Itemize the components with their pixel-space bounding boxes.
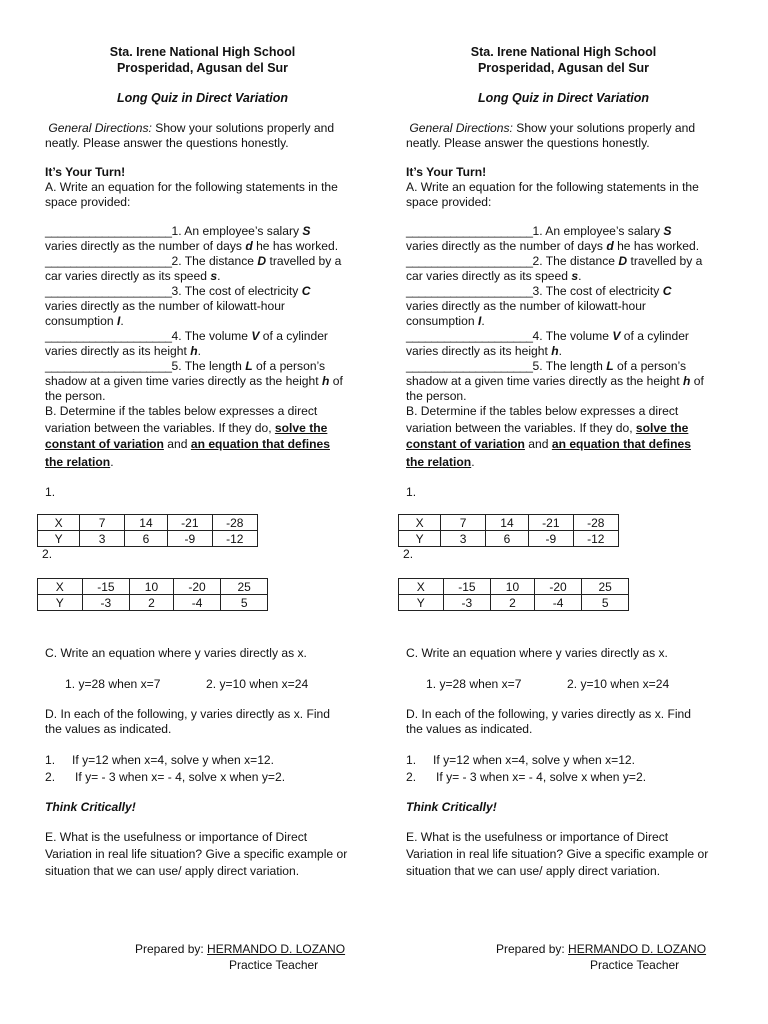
- school-location: Prosperidad, Agusan del Sur: [116, 61, 289, 75]
- table-cell: 10: [491, 579, 535, 595]
- table-cell: Y: [38, 531, 80, 547]
- part-a-item-1-cont: varies directly as the number of days d he has worked.: [45, 239, 339, 253]
- part-d-item-2: 2. If y= - 3 when x= - 4, solve x when y=2.: [45, 770, 286, 784]
- table-row: [38, 595, 268, 611]
- answer-blank[interactable]: ____________________: [45, 254, 172, 268]
- part-a-item-5-cont: shadow at a given time varies directly as the height h of: [406, 374, 704, 388]
- preparer-name: HERMANDO D. LOZANO: [207, 942, 346, 956]
- table-row: [399, 579, 629, 595]
- table-cell: -9: [529, 531, 573, 547]
- table-cell: 25: [582, 579, 629, 595]
- variation-table-1: [398, 514, 619, 547]
- table-cell: X: [399, 515, 441, 531]
- table-1-label: 1.: [45, 485, 56, 499]
- table-cell: Y: [399, 595, 444, 611]
- part-a-item-4-cont: varies directly as its height h.: [45, 344, 201, 358]
- turn-heading: It’s Your Turn!: [406, 165, 487, 179]
- table-cell: -15: [443, 579, 491, 595]
- table-cell: 14: [485, 515, 528, 531]
- table-cell: 2: [491, 595, 535, 611]
- part-a-item-1: ____________________1. An employee’s salary S: [45, 224, 311, 238]
- preparer-role: Practice Teacher: [590, 958, 680, 972]
- table-cell: Y: [38, 595, 83, 611]
- preparer-role: Practice Teacher: [229, 958, 319, 972]
- school-name: Sta. Irene National High School: [109, 45, 296, 59]
- directions-line-1: General Directions: Show your solutions properly and: [409, 121, 696, 135]
- part-c-item-1: 1. y=28 when x=7: [426, 677, 522, 691]
- table-cell: 6: [485, 531, 528, 547]
- part-e-line-3: situation that we can use/ apply direct variation.: [406, 864, 661, 878]
- part-a-instruction-1: A. Write an equation for the following statements in the: [45, 180, 338, 194]
- table-cell: X: [38, 579, 83, 595]
- school-location: Prosperidad, Agusan del Sur: [477, 61, 650, 75]
- table-cell: X: [399, 579, 444, 595]
- table-cell: -28: [212, 515, 257, 531]
- table-cell: -21: [168, 515, 212, 531]
- directions-line-2: neatly. Please answer the questions honestly.: [45, 136, 289, 150]
- table-cell: Y: [399, 531, 441, 547]
- answer-blank[interactable]: ____________________: [406, 359, 533, 373]
- part-a-item-2: ____________________2. The distance D travelled by a: [45, 254, 342, 268]
- part-a-item-5: ____________________5. The length L of a person’s: [45, 359, 326, 373]
- variation-table-2: [398, 578, 629, 611]
- part-a-item-3-cont: varies directly as the number of kilowatt-hour: [45, 299, 285, 313]
- part-b-instruction-3: constant of variation and an equation that defines: [406, 437, 691, 451]
- answer-blank[interactable]: ____________________: [406, 284, 533, 298]
- answer-blank[interactable]: ____________________: [45, 359, 172, 373]
- table-cell: 3: [441, 531, 485, 547]
- part-a-item-5-cont-2: the person.: [45, 389, 106, 403]
- part-a-item-4: ____________________4. The volume V of a cylinder: [406, 329, 689, 343]
- answer-blank[interactable]: ____________________: [406, 329, 533, 343]
- variation-table-1: [37, 514, 258, 547]
- variation-table-2: [37, 578, 268, 611]
- table-cell: -12: [212, 531, 257, 547]
- part-b-instruction-1: B. Determine if the tables below expresses a direct: [406, 404, 679, 418]
- table-cell: 6: [124, 531, 167, 547]
- part-d-instruction-1: D. In each of the following, y varies directly as x. Find: [406, 707, 692, 721]
- part-a-item-4-cont: varies directly as its height h.: [406, 344, 562, 358]
- table-row: [399, 595, 629, 611]
- part-e-line-3: situation that we can use/ apply direct variation.: [45, 864, 300, 878]
- table-1-label: 1.: [406, 485, 417, 499]
- part-a-item-1: ____________________1. An employee’s salary S: [406, 224, 672, 238]
- part-a-item-5-cont-2: the person.: [406, 389, 467, 403]
- part-b-instruction-4: the relation.: [45, 455, 114, 469]
- directions-label: General Directions:: [48, 121, 152, 135]
- table-cell: 10: [130, 579, 174, 595]
- part-a-item-5: ____________________5. The length L of a person’s: [406, 359, 687, 373]
- part-c-instruction: C. Write an equation where y varies directly as x.: [406, 646, 668, 660]
- table-cell: -9: [168, 531, 212, 547]
- think-heading: Think Critically!: [406, 800, 497, 814]
- table-cell: -21: [529, 515, 573, 531]
- table-cell: -28: [573, 515, 618, 531]
- table-row: [399, 515, 619, 531]
- think-heading: Think Critically!: [45, 800, 136, 814]
- part-c-item-2: 2. y=10 when x=24: [206, 677, 309, 691]
- table-cell: 5: [221, 595, 268, 611]
- part-a-item-3-cont-2: consumption I.: [406, 314, 485, 328]
- part-c-item-2: 2. y=10 when x=24: [567, 677, 670, 691]
- table-cell: -12: [573, 531, 618, 547]
- answer-blank[interactable]: ____________________: [45, 224, 172, 238]
- part-d-instruction-2: the values as indicated.: [406, 722, 533, 736]
- part-d-item-1: 1. If y=12 when x=4, solve y when x=12.: [45, 753, 275, 767]
- part-a-instruction-2: space provided:: [45, 195, 131, 209]
- part-c-instruction: C. Write an equation where y varies directly as x.: [45, 646, 307, 660]
- table-cell: -3: [82, 595, 130, 611]
- part-e-line-2: Variation in real life situation? Give a specific example or: [45, 847, 348, 861]
- part-b-instruction-2: variation between the variables. If they do, solve the: [406, 421, 689, 435]
- directions-label: General Directions:: [409, 121, 513, 135]
- part-d-instruction-2: the values as indicated.: [45, 722, 172, 736]
- table-2-label: 2.: [42, 547, 53, 561]
- part-b-instruction-3: constant of variation and an equation that defines: [45, 437, 330, 451]
- part-b-instruction-1: B. Determine if the tables below expresses a direct: [45, 404, 318, 418]
- part-a-item-2-cont: car varies directly as its speed s.: [45, 269, 221, 283]
- part-d-item-1: 1. If y=12 when x=4, solve y when x=12.: [406, 753, 636, 767]
- table-2-label: 2.: [403, 547, 414, 561]
- part-a-item-3-cont: varies directly as the number of kilowatt-hour: [406, 299, 646, 313]
- part-a-item-3: ____________________3. The cost of electricity C: [406, 284, 672, 298]
- table-cell: 2: [130, 595, 174, 611]
- school-name: Sta. Irene National High School: [470, 45, 657, 59]
- part-d-instruction-1: D. In each of the following, y varies directly as x. Find: [45, 707, 331, 721]
- table-cell: -4: [173, 595, 221, 611]
- part-b-instruction-4: the relation.: [406, 455, 475, 469]
- table-row: [38, 579, 268, 595]
- table-cell: -20: [534, 579, 582, 595]
- table-cell: -4: [534, 595, 582, 611]
- quiz-title: Long Quiz in Direct Variation: [477, 91, 650, 105]
- table-row: [399, 531, 619, 547]
- directions-line-1: General Directions: Show your solutions properly and: [48, 121, 335, 135]
- answer-blank[interactable]: ____________________: [406, 254, 533, 268]
- part-e-line-1: E. What is the usefulness or importance of Direct: [406, 830, 669, 844]
- part-a-item-2-cont: car varies directly as its speed s.: [406, 269, 582, 283]
- part-a-instruction-2: space provided:: [406, 195, 492, 209]
- table-cell: -15: [82, 579, 130, 595]
- part-b-instruction-2: variation between the variables. If they do, solve the: [45, 421, 328, 435]
- table-cell: 5: [582, 595, 629, 611]
- part-a-instruction-1: A. Write an equation for the following statements in the: [406, 180, 699, 194]
- part-a-item-5-cont: shadow at a given time varies directly as the height h of: [45, 374, 343, 388]
- answer-blank[interactable]: ____________________: [406, 224, 533, 238]
- part-a-item-3-cont-2: consumption I.: [45, 314, 124, 328]
- part-d-item-2: 2. If y= - 3 when x= - 4, solve x when y=2.: [406, 770, 647, 784]
- part-e-line-1: E. What is the usefulness or importance of Direct: [45, 830, 308, 844]
- table-row: [38, 515, 258, 531]
- table-row: [38, 531, 258, 547]
- quiz-title: Long Quiz in Direct Variation: [116, 91, 289, 105]
- table-cell: X: [38, 515, 80, 531]
- answer-blank[interactable]: ____________________: [45, 329, 172, 343]
- prepared-by: Prepared by: HERMANDO D. LOZANO: [496, 942, 707, 956]
- part-a-item-2: ____________________2. The distance D travelled by a: [406, 254, 703, 268]
- part-e-line-2: Variation in real life situation? Give a specific example or: [406, 847, 709, 861]
- part-c-item-1: 1. y=28 when x=7: [65, 677, 161, 691]
- preparer-name: HERMANDO D. LOZANO: [568, 942, 707, 956]
- table-cell: -3: [443, 595, 491, 611]
- table-cell: 25: [221, 579, 268, 595]
- part-a-item-1-cont: varies directly as the number of days d he has worked.: [406, 239, 700, 253]
- table-cell: 7: [80, 515, 124, 531]
- prepared-by: Prepared by: HERMANDO D. LOZANO: [135, 942, 346, 956]
- table-cell: 14: [124, 515, 167, 531]
- table-cell: 7: [441, 515, 485, 531]
- part-a-item-4: ____________________4. The volume V of a cylinder: [45, 329, 328, 343]
- answer-blank[interactable]: ____________________: [45, 284, 172, 298]
- directions-line-2: neatly. Please answer the questions honestly.: [406, 136, 650, 150]
- table-cell: -20: [173, 579, 221, 595]
- turn-heading: It’s Your Turn!: [45, 165, 126, 179]
- table-cell: 3: [80, 531, 124, 547]
- part-a-item-3: ____________________3. The cost of electricity C: [45, 284, 311, 298]
